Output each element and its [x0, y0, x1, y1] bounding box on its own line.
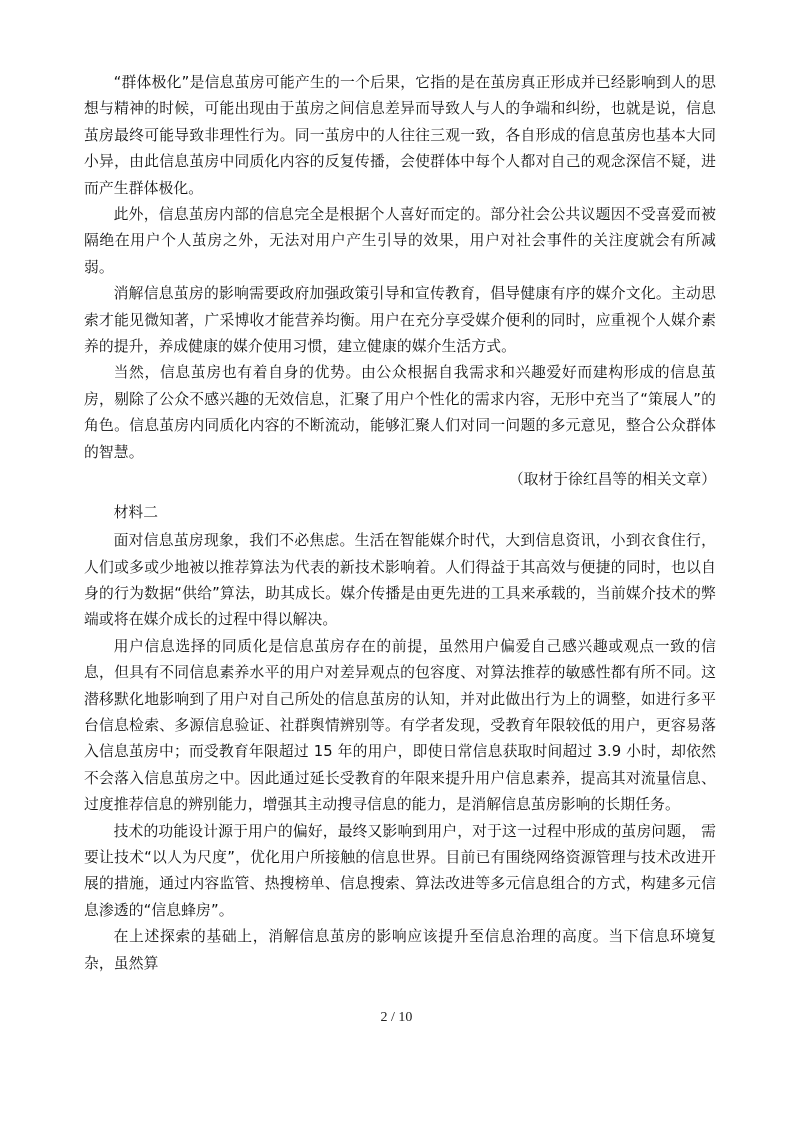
source-citation: （取材于徐红昌等的相关文章） — [508, 471, 716, 489]
paragraph-information-literacy: 用户信息选择的同质化是信息茧房存在的前提，虽然用户偏爱自己感兴趣或观点一致的信息，但具有不同信息素养水平的用户对差异观点的包容度、对算法推荐的敏感性都有所不同。这潜移默化地影响到了用户对自己所处的信息茧房的认知，并对此做出行为上的调整，如进行多平台信息检索、多源信息验证、社群舆情辨别等。有学者发现，受教育年限较低的用户，更容易落入信息茧房中；而受教育年限超过 15 年的用户，即使日常信息获取时间超过 3.9 小时，却依然不会落入信息茧房之中。因此通过延长受教育的年限来提升用户信息素养，提高其对流量信息、过度推荐信息的辨别能力，增强其主动搜寻信息的能力，是消解信息茧房影响的长期任务。 — [84, 637, 716, 814]
paragraph-no-anxiety: 面对信息茧房现象，我们不必焦虑。生活在智能媒介时代，大到信息资讯，小到衣食住行，人们或多或少地被以推荐算法为代表的新技术影响着。人们得益于其高效与便捷的同时，也以自身的行为数据“供给”算法，助其成长。媒介传播是由更先进的工具来承载的，当前媒介技术的弊端或将在媒介成长的过程中得以解决。 — [84, 532, 716, 629]
paragraph-cocoon-advantages: 当然，信息茧房也有着自身的优势。由公众根据自我需求和兴趣爱好而建构形成的信息茧房，剔除了公众不感兴趣的无效信息，汇聚了用户个性化的需求内容，无形中充当了“策展人”的角色。信息茧房内同质化内容的不断流动，能够汇聚人们对同一问题的多元意见，整合公众群体的智慧。 — [84, 364, 716, 461]
paragraph-group-polarization: “群体极化”是信息茧房可能产生的一个后果，它指的是在茧房真正形成并已经影响到人的思想与精神的时候，可能出现由于茧房之间信息差异而导致人与人的争端和纠纷，也就是说，信息茧房最终可能导致非理性行为。同一茧房中的人往往三观一致，各自形成的信息茧房也基本大同小异，由此信息茧房中同质化内容的反复传播，会使群体中每个人都对自己的观念深信不疑，进而产生群体极化。 — [84, 74, 716, 197]
paragraph-government-guidance: 消解信息茧房的影响需要政府加强政策引导和宣传教育，倡导健康有序的媒介文化。主动思索才能见微知著，广采博收才能营养均衡。用户在充分享受媒介便利的同时，应重视个人媒介素养的提升，养成健康的媒介使用习惯，建立健康的媒介生活方式。 — [84, 285, 716, 356]
document-body — [84, 70, 716, 977]
paragraph-public-issues: 此外，信息茧房内部的信息完全是根据个人喜好而定的。部分社会公共议题因不受喜爱而被隔绝在用户个人茧房之外，无法对用户产生引导的效果，用户对社会事件的关注度就会有所减弱。 — [84, 206, 716, 276]
paragraph-information-governance: 在上述探索的基础上，消解信息茧房的影响应该提升至信息治理的高度。当下信息环境复杂，虽然算 — [84, 928, 716, 972]
page-number: 2 / 10 — [380, 1010, 413, 1025]
paragraph-technology-design: 技术的功能设计源于用户的偏好，最终又影响到用户，对于这一过程中形成的茧房问题， 需要让技术“以人为尺度”，优化用户所接触的信息世界。目前已有围绕网络资源管理与技术改进开展的措施，通过内容监管、热搜榜单、信息搜索、算法改进等多元信息组合的方式，构建多元信息渗透的“信息蜂房”。 — [84, 822, 716, 919]
material-two-heading: 材料二 — [113, 504, 158, 522]
